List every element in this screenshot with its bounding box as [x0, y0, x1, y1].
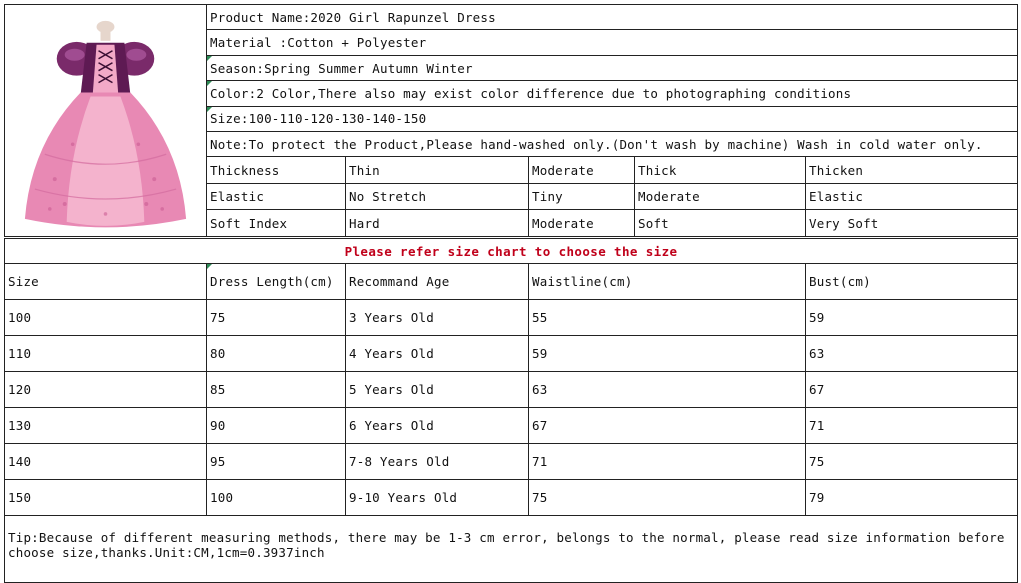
product-size: Size:100-110-120-130-140-150 [207, 106, 1018, 131]
dress-length-cell: 100 [207, 480, 346, 516]
product-info-table [4, 4, 1018, 237]
column-header-dress-length: Dress Length(cm) [207, 264, 346, 300]
table-row [5, 300, 1018, 336]
size-cell: 130 [5, 408, 207, 444]
column-header-waistline: Waistline(cm) [529, 264, 806, 300]
age-cell: 5 Years Old [346, 372, 529, 408]
attribute-option: Moderate [635, 183, 806, 209]
age-cell: 7-8 Years Old [346, 444, 529, 480]
size-chart-table [4, 238, 1018, 583]
bust-cell: 79 [806, 480, 1018, 516]
attribute-option: Thick [635, 157, 806, 183]
dress-length-cell: 75 [207, 300, 346, 336]
product-season: Season:Spring Summer Autumn Winter [207, 55, 1018, 80]
attribute-option: Moderate [529, 157, 635, 183]
size-cell: 100 [5, 300, 207, 336]
waistline-cell: 67 [529, 408, 806, 444]
table-row [5, 444, 1018, 480]
attribute-option: Moderate [529, 210, 635, 237]
attribute-option: Very Soft [806, 210, 1018, 237]
product-note: Note:To protect the Product,Please hand-washed only.(Don't wash by machine) Wash in cold water only. [207, 132, 1018, 157]
waistline-cell: 63 [529, 372, 806, 408]
age-cell: 6 Years Old [346, 408, 529, 444]
bust-cell: 71 [806, 408, 1018, 444]
size-chart-notice: Please refer size chart to choose the size [5, 239, 1018, 264]
attribute-option: Thin [346, 157, 529, 183]
product-material: Material :Cotton + Polyester [207, 30, 1018, 55]
bust-cell: 75 [806, 444, 1018, 480]
waistline-cell: 59 [529, 336, 806, 372]
product-color: Color:2 Color,There also may exist color difference due to photographing conditions [207, 81, 1018, 106]
attribute-option: Tiny [529, 183, 635, 209]
dress-length-cell: 90 [207, 408, 346, 444]
column-header-age: Recommand Age [346, 264, 529, 300]
attribute-option: No Stretch [346, 183, 529, 209]
bust-cell: 63 [806, 336, 1018, 372]
column-header-size: Size [5, 264, 207, 300]
attribute-label: Thickness [207, 157, 346, 183]
size-cell: 150 [5, 480, 207, 516]
measurement-tip: Tip:Because of different measuring methods, there may be 1-3 cm error, belongs to the normal, please read size information before choose size,thanks.Unit:CM,1cm=0.3937inch [5, 516, 1018, 583]
dress-length-cell: 95 [207, 444, 346, 480]
dress-length-cell: 85 [207, 372, 346, 408]
size-cell: 120 [5, 372, 207, 408]
size-chart-header-row [5, 264, 1018, 300]
attribute-label: Elastic [207, 183, 346, 209]
dress-length-cell: 80 [207, 336, 346, 372]
attribute-option: Thicken [806, 157, 1018, 183]
attribute-option: Soft [635, 210, 806, 237]
table-row [5, 336, 1018, 372]
waistline-cell: 71 [529, 444, 806, 480]
bust-cell: 59 [806, 300, 1018, 336]
column-header-bust: Bust(cm) [806, 264, 1018, 300]
table-row [5, 480, 1018, 516]
size-cell: 140 [5, 444, 207, 480]
attribute-option: Hard [346, 210, 529, 237]
age-cell: 4 Years Old [346, 336, 529, 372]
waistline-cell: 55 [529, 300, 806, 336]
table-row [5, 372, 1018, 408]
rapunzel-dress-image [5, 5, 206, 236]
attribute-option: Elastic [806, 183, 1018, 209]
table-row [5, 408, 1018, 444]
waistline-cell: 75 [529, 480, 806, 516]
age-cell: 3 Years Old [346, 300, 529, 336]
attribute-label: Soft Index [207, 210, 346, 237]
product-image [5, 5, 207, 237]
size-cell: 110 [5, 336, 207, 372]
age-cell: 9-10 Years Old [346, 480, 529, 516]
product-name: Product Name:2020 Girl Rapunzel Dress [207, 5, 1018, 30]
bust-cell: 67 [806, 372, 1018, 408]
